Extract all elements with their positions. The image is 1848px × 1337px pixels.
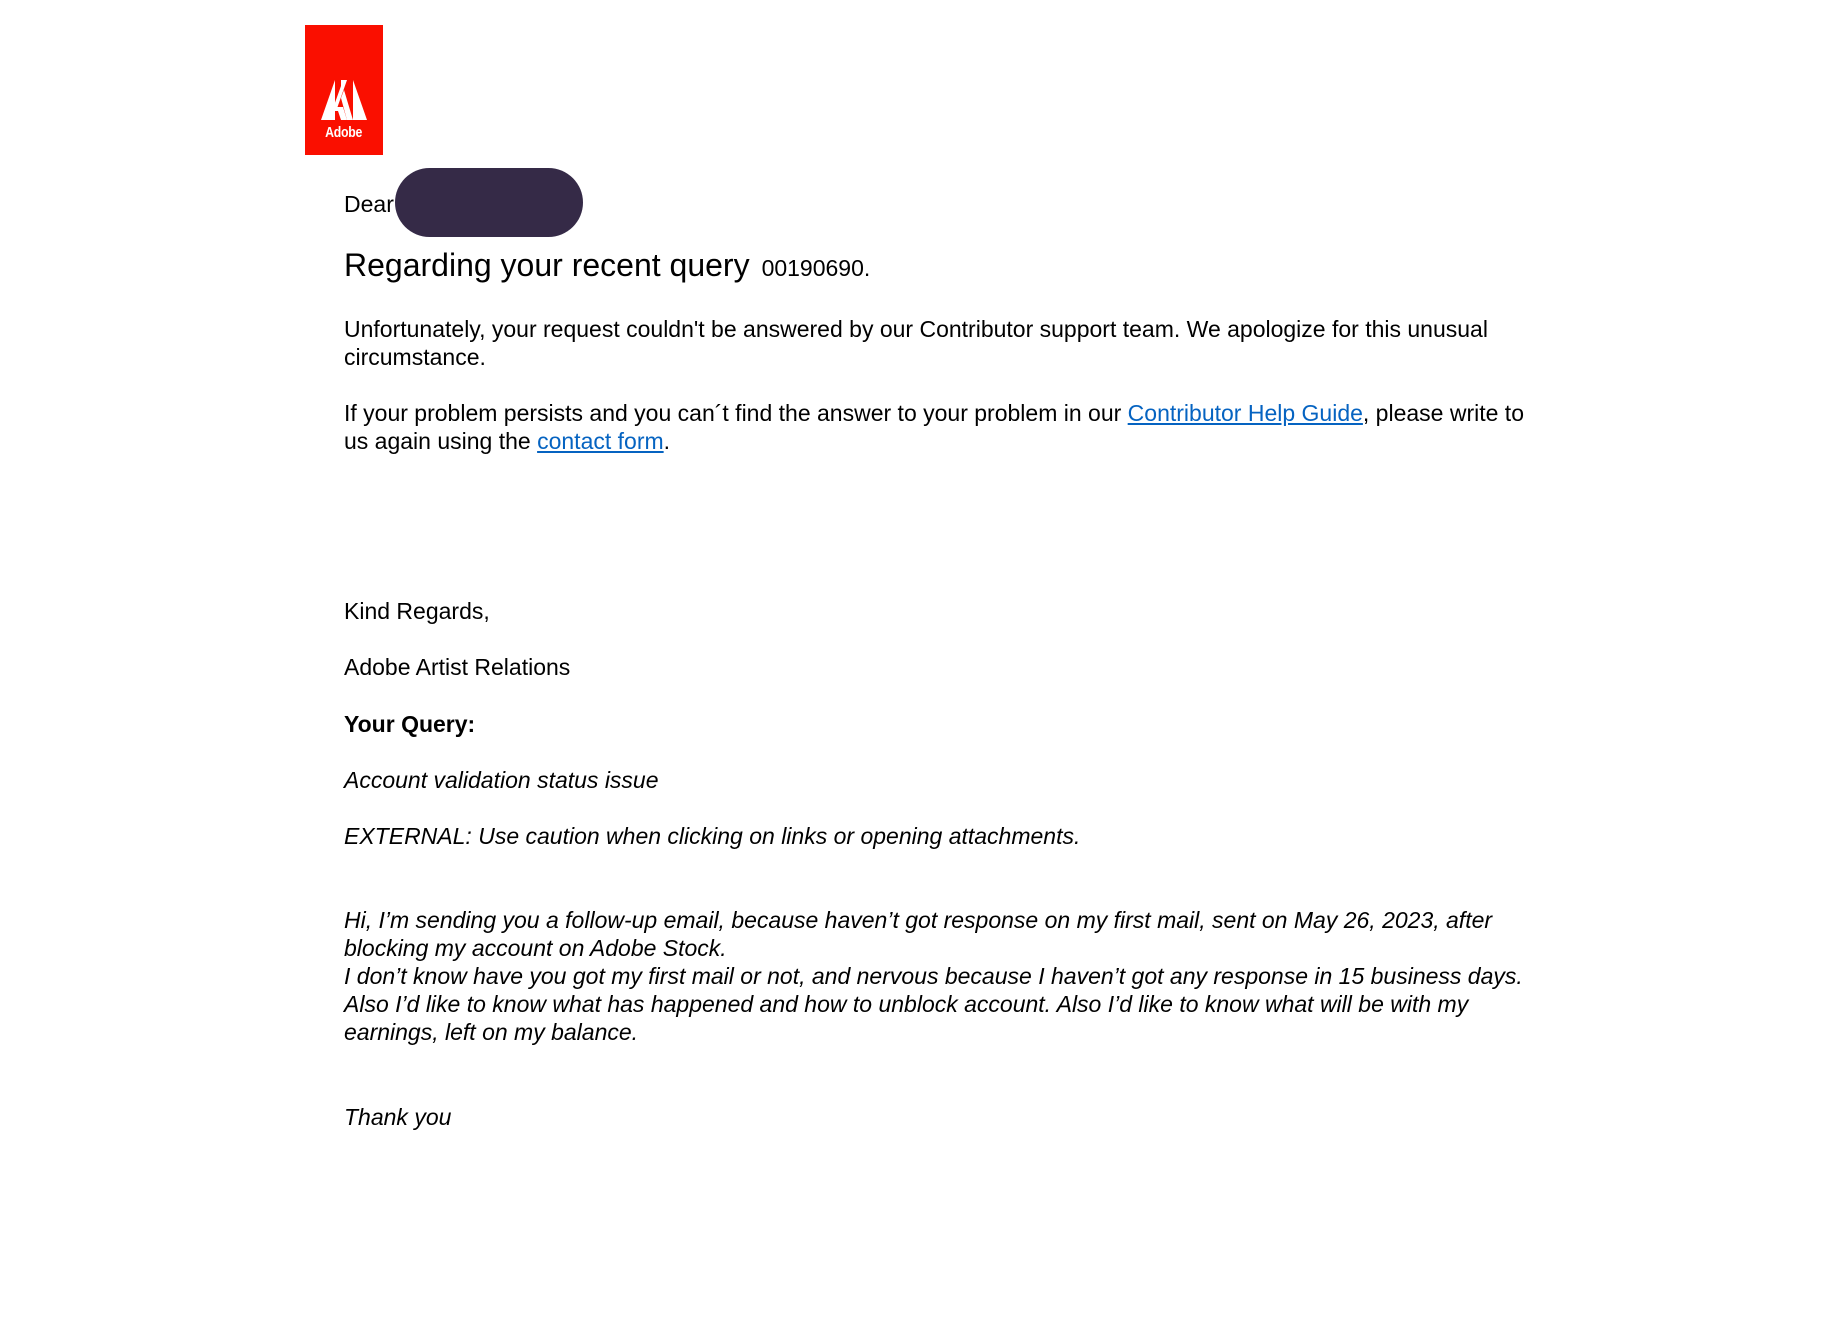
adobe-logo-icon (321, 80, 367, 120)
logo-text: Adobe (325, 124, 363, 141)
body-paragraph-2 (344, 399, 1524, 455)
query-number: 00190690. (761, 255, 871, 281)
subject-line (344, 245, 870, 285)
paragraph-2-text-3: . (663, 428, 671, 454)
query-body (344, 906, 1524, 1046)
closing: Kind Regards, (344, 598, 490, 624)
greeting-salutation: Dear (344, 190, 394, 217)
body-paragraph-1: Unfortunately, your request couldn't be answered by our Contributor support team. We apologize for this unusual circumstance. (344, 316, 1488, 370)
contributor-help-guide-link[interactable]: Contributor Help Guide (1127, 400, 1363, 426)
query-line-3: Also I’d like to know what has happened and how to unblock account. Also I’d like to know what will be with my earnings, left on my balance. (344, 991, 1469, 1045)
paragraph-2-text-2: , please write to us again using the (344, 400, 1524, 454)
query-thanks: Thank you (344, 1104, 452, 1130)
subject-text: Regarding your recent query (344, 247, 750, 283)
redacted-name (395, 168, 583, 237)
contact-form-link[interactable]: contact form (537, 428, 664, 454)
adobe-logo (305, 25, 383, 155)
paragraph-2-text-1: If your problem persists and you can´t find the answer to your problem in our (344, 400, 1128, 426)
query-title: Account validation status issue (344, 767, 659, 793)
query-line-1: Hi, I’m sending you a follow-up email, because haven’t got response on my first mail, sent on May 26, 2023, after blocking my account on Adobe Stock. (344, 907, 1493, 961)
external-warning: EXTERNAL: Use caution when clicking on links or opening attachments. (344, 823, 1081, 849)
signature-team: Adobe Artist Relations (344, 654, 571, 680)
greeting (344, 170, 583, 237)
query-heading: Your Query: (344, 711, 476, 737)
query-line-2: I don’t know have you got my first mail or not, and nervous because I haven’t got any response in 15 business days. (344, 963, 1523, 989)
